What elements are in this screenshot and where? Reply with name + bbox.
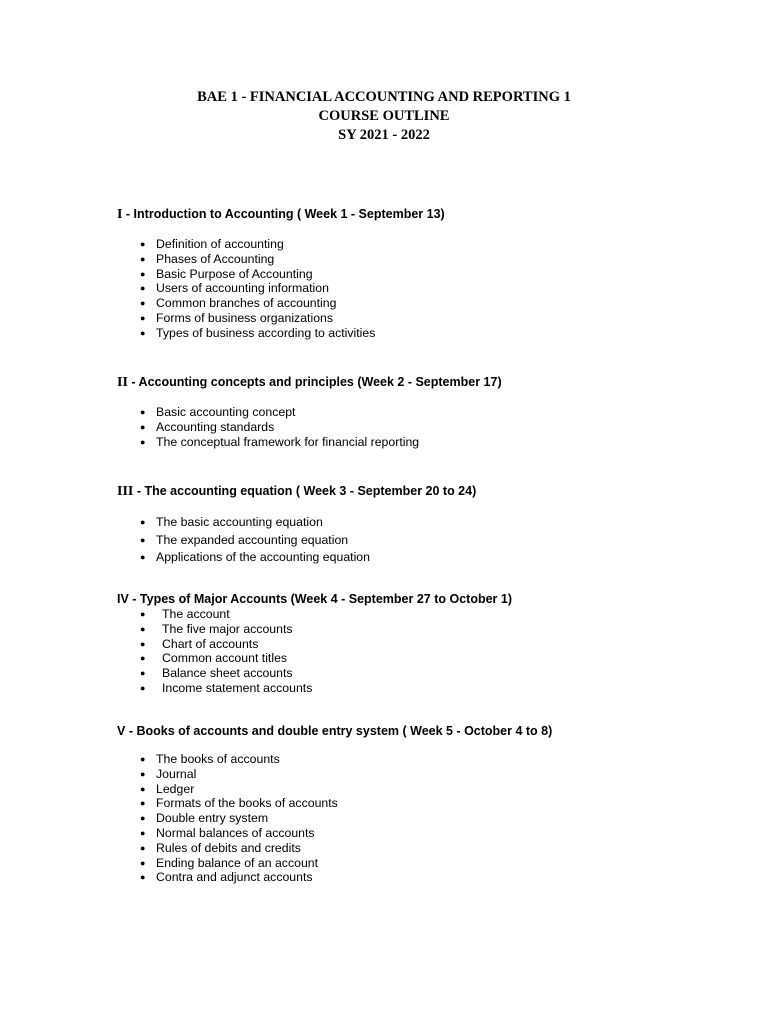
section-3 xyxy=(117,483,717,567)
list-item: ● Ledger xyxy=(140,781,195,796)
section-heading: I - Introduction to Accounting ( Week 1 - September 13) xyxy=(117,207,445,222)
list-item: ● The expanded accounting equation xyxy=(117,532,717,550)
list-item: ● Balance sheet accounts xyxy=(140,666,293,681)
document-title xyxy=(0,88,768,145)
list-item: ● Phases of Accounting xyxy=(140,251,275,266)
bullet-icon: ● xyxy=(140,534,146,545)
list-item: ● The basic accounting equation xyxy=(117,514,717,532)
bullet-icon: ● xyxy=(140,638,146,649)
list-item: ● Journal xyxy=(140,766,197,781)
list-item: ● Basic Purpose of Accounting xyxy=(140,266,313,281)
section-heading: IV - Types of Major Accounts (Week 4 - September 27 to October 1) xyxy=(117,592,512,606)
topic-list xyxy=(117,752,717,885)
bullet-icon: ● xyxy=(140,813,146,824)
bullet-icon: ● xyxy=(140,668,146,679)
list-item: ● Chart of accounts xyxy=(140,636,259,651)
bullet-icon: ● xyxy=(140,421,146,432)
section-4 xyxy=(117,591,717,696)
section-2 xyxy=(117,374,717,449)
title-line-1: BAE 1 - FINANCIAL ACCOUNTING AND REPORTING 1 xyxy=(197,89,571,105)
bullet-icon: ● xyxy=(140,682,146,693)
bullet-icon: ● xyxy=(140,872,146,883)
title-line-2: COURSE OUTLINE xyxy=(318,108,450,124)
list-item: ● The conceptual framework for financial reporting xyxy=(140,434,420,449)
list-item: ● Definition of accounting xyxy=(140,237,284,251)
list-item: ● Applications of the accounting equation xyxy=(117,549,717,567)
list-item: ● Normal balances of accounts xyxy=(140,825,315,840)
list-item: ● Types of business according to activities xyxy=(140,325,376,340)
topic-list xyxy=(117,237,717,341)
bullet-icon: ● xyxy=(140,327,146,338)
bullet-icon: ● xyxy=(140,798,146,809)
list-item: ● Rules of debits and credits xyxy=(140,840,301,855)
list-item: ● The five major accounts xyxy=(140,621,293,636)
list-item: ● Accounting standards xyxy=(140,419,275,434)
section-1 xyxy=(117,206,717,341)
bullet-icon: ● xyxy=(140,407,146,417)
section-heading: II - Accounting concepts and principles (Week 2 - September 17) xyxy=(117,375,502,390)
bullet-icon: ● xyxy=(140,253,146,264)
list-item: ● Common branches of accounting xyxy=(140,296,337,311)
bullet-icon: ● xyxy=(140,609,146,619)
bullet-icon: ● xyxy=(140,283,146,294)
bullet-icon: ● xyxy=(140,312,146,323)
bullet-icon: ● xyxy=(140,298,146,309)
bullet-icon: ● xyxy=(140,653,146,664)
section-heading: V - Books of accounts and double entry system ( Week 5 - October 4 to 8) xyxy=(117,724,553,738)
bullet-icon: ● xyxy=(140,857,146,868)
bullet-icon: ● xyxy=(140,783,146,794)
bullet-icon: ● xyxy=(140,754,146,764)
list-item: ● Forms of business organizations xyxy=(140,310,334,325)
list-item: ● Double entry system xyxy=(140,811,269,826)
section-heading: III - The accounting equation ( Week 3 - September 20 to 24) xyxy=(117,484,477,499)
bullet-icon: ● xyxy=(140,827,146,838)
topic-list xyxy=(117,607,717,696)
bullet-icon: ● xyxy=(140,623,146,634)
topic-list xyxy=(117,405,717,449)
list-item: ● Formats of the books of accounts xyxy=(140,796,338,811)
list-item: ● Income statement accounts xyxy=(140,680,313,695)
bullet-icon: ● xyxy=(140,552,146,562)
bullet-icon: ● xyxy=(140,436,146,447)
bullet-icon: ● xyxy=(140,268,146,279)
list-item: ● Ending balance of an account xyxy=(140,855,319,870)
topic-list xyxy=(117,514,717,567)
list-item: ● Common account titles xyxy=(140,651,288,666)
list-item: ● The books of accounts xyxy=(140,752,280,766)
bullet-icon: ● xyxy=(140,768,146,779)
title-line-3: SY 2021 - 2022 xyxy=(338,127,430,143)
list-item: ● The account xyxy=(140,607,230,621)
section-5 xyxy=(117,723,717,885)
bullet-icon: ● xyxy=(140,517,146,527)
list-item: ● Basic accounting concept xyxy=(140,405,296,419)
list-item: ● Users of accounting information xyxy=(140,281,329,296)
bullet-icon: ● xyxy=(140,842,146,853)
list-item: ● Contra and adjunct accounts xyxy=(140,870,313,885)
bullet-icon: ● xyxy=(140,239,146,249)
